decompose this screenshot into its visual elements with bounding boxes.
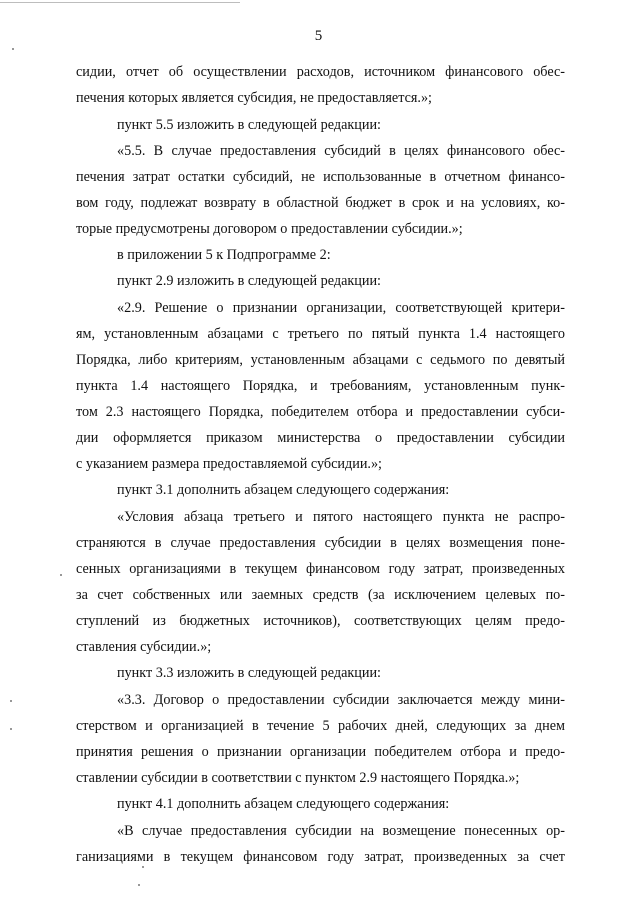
text-line: ступлений из бюджетных источников), соответствующих целям предо- xyxy=(76,613,565,629)
text-line: печения которых является субсидия, не предоставляется.»; xyxy=(76,90,432,106)
text-line: печения затрат остатки субсидий, не использованные в отчетном финансо- xyxy=(76,169,565,185)
scan-speck xyxy=(10,700,12,702)
text-line: «Условия абзаца третьего и пятого настоящего пункта не распро- xyxy=(117,509,565,525)
text-line: сидии, отчет об осуществлении расходов, источником финансового обес- xyxy=(76,64,565,80)
text-line: пункт 5.5 изложить в следующей редакции: xyxy=(117,117,381,133)
text-line: ям, установленным абзацами с третьего по пятый пункта 1.4 настоящего xyxy=(76,326,565,342)
text-line: ставлении субсидии в соответствии с пунктом 2.9 настоящего Порядка.»; xyxy=(76,770,520,786)
text-line: пункт 3.1 дополнить абзацем следующего содержания: xyxy=(117,482,450,498)
scan-speck xyxy=(12,48,14,50)
top-rule xyxy=(0,2,240,3)
scan-speck xyxy=(138,884,140,886)
text-line: Порядка, либо критериям, установленным абзацами с седьмого по девятый xyxy=(76,352,565,368)
page-number: 5 xyxy=(314,28,323,44)
text-line: «В случае предоставления субсидии на возмещение понесенных ор- xyxy=(117,823,565,839)
text-line: за счет собственных или заемных средств (за исключением целевых по- xyxy=(76,587,565,603)
text-line: в приложении 5 к Подпрограмме 2: xyxy=(117,247,331,263)
text-line: сенных организациями в текущем финансовом году затрат, произведенных xyxy=(76,561,565,577)
text-line: торые предусмотрены договором о предоставлении субсидии.»; xyxy=(76,221,463,237)
scan-speck xyxy=(142,866,144,868)
text-line: пункт 3.3 изложить в следующей редакции: xyxy=(117,665,381,681)
text-line: пункта 1.4 настоящего Порядка, и требованиям, установленным пунк- xyxy=(76,378,565,394)
text-line: стерством и организацией в течение 5 рабочих дней, следующих за днем xyxy=(76,718,565,734)
text-line: ганизациями в текущем финансовом году затрат, произведенных за счет xyxy=(76,849,565,865)
text-line: ставления субсидии.»; xyxy=(76,639,212,655)
text-line: принятия решения о признании организации победителем отбора и предо- xyxy=(76,744,565,760)
text-line: с указанием размера предоставляемой субсидии.»; xyxy=(76,456,382,472)
text-line: вом году, подлежат возврату в областной бюджет в срок и на условиях, ко- xyxy=(76,195,565,211)
text-line: дии оформляется приказом министерства о предоставлении субсидии xyxy=(76,430,565,446)
text-line: «5.5. В случае предоставления субсидий в целях финансового обес- xyxy=(117,143,565,159)
text-line: «2.9. Решение о признании организации, соответствующей критери- xyxy=(117,300,565,316)
text-line: пункт 2.9 изложить в следующей редакции: xyxy=(117,273,381,289)
scan-speck xyxy=(60,574,62,576)
text-line: том 2.3 настоящего Порядка, победителем отбора и предоставлении субси- xyxy=(76,404,565,420)
text-line: страняются в случае предоставления субсидии в целях возмещения поне- xyxy=(76,535,565,551)
text-line: «3.3. Договор о предоставлении субсидии заключается между мини- xyxy=(117,692,565,708)
scan-speck xyxy=(10,728,12,730)
text-line: пункт 4.1 дополнить абзацем следующего содержания: xyxy=(117,796,450,812)
